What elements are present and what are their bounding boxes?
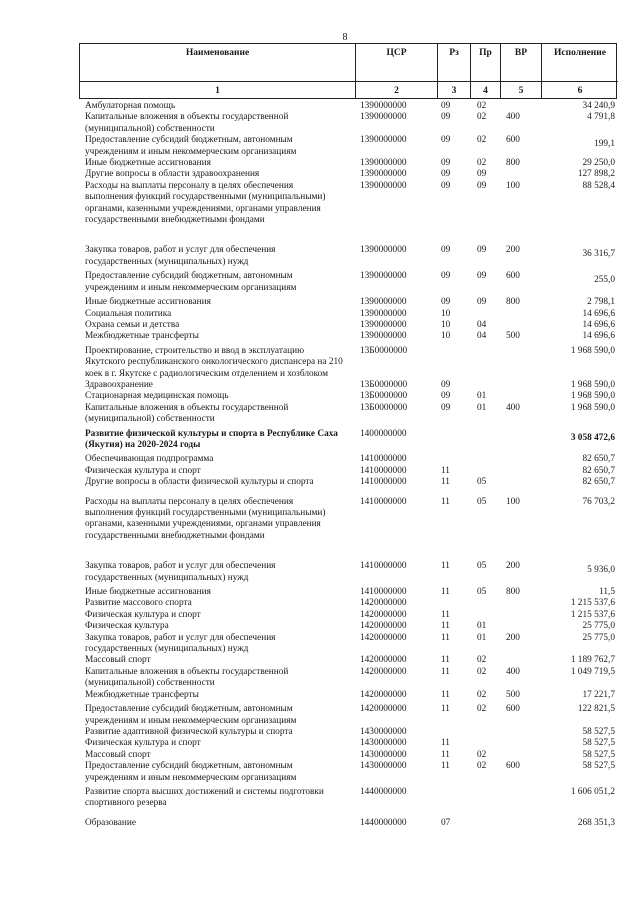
table-row	[85, 169, 615, 180]
header-num-5: 5	[518, 86, 524, 96]
row-pr: 05	[477, 587, 487, 598]
row-rz: 10	[441, 308, 451, 319]
row-rz: 09	[441, 135, 451, 146]
row-rz: 09	[441, 402, 451, 413]
row-pr: 01	[477, 402, 487, 413]
row-csr: 1410000000	[360, 561, 407, 572]
header-rz-cell	[437, 44, 470, 98]
table-row	[85, 750, 615, 761]
row-vr: 600	[506, 135, 520, 146]
row-csr: 1410000000	[360, 465, 407, 476]
row-value: 1 606 051,2	[570, 786, 615, 797]
row-csr: 1420000000	[360, 704, 407, 715]
header-num-1: 1	[215, 86, 220, 96]
row-name: Закупка товаров, работ и услуг для обеспечения государственных (муниципальных) нужд	[85, 245, 276, 267]
row-name: Межбюджетные трансферты	[85, 331, 199, 342]
row-value: 127 898,2	[577, 169, 615, 180]
row-rz: 09	[441, 101, 451, 111]
row-rz: 09	[441, 180, 451, 191]
row-vr: 800	[506, 158, 520, 169]
row-vr: 400	[506, 112, 520, 123]
row-csr: 13Б0000000	[360, 402, 408, 413]
header-pr-cell	[470, 44, 500, 98]
row-rz: 11	[441, 621, 450, 632]
row-pr: 02	[477, 689, 487, 700]
row-csr: 13Б0000000	[360, 391, 408, 402]
row-csr: 1420000000	[360, 609, 407, 620]
row-rz: 11	[441, 561, 450, 572]
row-value: 1 049 719,5	[570, 666, 615, 677]
row-value: 82 650,7	[582, 477, 615, 488]
row-vr: 500	[506, 689, 520, 700]
table-row	[85, 621, 615, 632]
page-number: 8	[342, 32, 348, 43]
table-row	[85, 738, 615, 749]
row-name: Предоставление субсидий бюджетным, автономным учреждениям и иным некоммерческим организациям	[85, 761, 297, 783]
row-csr: 13Б0000000	[360, 379, 408, 390]
table-row	[85, 690, 615, 701]
table-row	[85, 655, 615, 666]
table-body	[85, 101, 615, 829]
row-value: 1 215 537,6	[570, 609, 615, 620]
row-value: 36 316,7	[582, 249, 615, 260]
row-name: Физическая культура и спорт	[85, 738, 201, 749]
header-name: Наименование	[185, 48, 250, 58]
row-vr: 200	[506, 561, 520, 572]
header-csr-cell	[355, 44, 437, 98]
row-pr: 02	[477, 655, 487, 666]
header-exec: Исполнение	[554, 48, 606, 58]
row-name: Иные бюджетные ассигнования	[85, 158, 211, 169]
row-pr: 05	[477, 496, 487, 507]
row-value: 25 775,0	[582, 621, 615, 632]
row-pr: 01	[477, 391, 487, 402]
row-rz: 11	[441, 465, 450, 476]
row-value: 3 058 472,6	[570, 432, 615, 443]
row-csr: 1390000000	[360, 297, 407, 308]
table-row	[85, 309, 615, 320]
row-vr: 600	[506, 761, 520, 772]
row-rz: 11	[441, 749, 450, 760]
row-rz: 11	[441, 761, 450, 772]
row-vr: 600	[506, 704, 520, 715]
row-rz: 11	[441, 609, 450, 620]
row-pr: 09	[477, 180, 487, 191]
row-value: 58 527,5	[582, 726, 615, 737]
row-pr: 09	[477, 297, 487, 308]
row-rz: 11	[441, 655, 450, 666]
row-vr: 500	[506, 331, 520, 342]
row-rz: 11	[441, 689, 450, 700]
row-name: Развитие массового спорта	[85, 598, 192, 609]
table-row	[85, 380, 615, 391]
row-rz: 07	[441, 817, 451, 828]
table-row	[85, 403, 615, 426]
row-value: 1 968 590,0	[570, 391, 615, 402]
row-vr: 100	[506, 180, 520, 191]
row-value: 88 528,4	[582, 180, 615, 191]
row-rz: 09	[441, 158, 451, 169]
row-csr: 1390000000	[360, 169, 407, 180]
row-name: Капитальные вложения в объекты государственной (муниципальной) собственности	[85, 112, 289, 134]
row-name: Здравоохранение	[85, 379, 153, 390]
row-name: Массовый спорт	[85, 749, 151, 760]
row-name: Предоставление субсидий бюджетным, автономным учреждениям и иным некоммерческим организациям	[85, 135, 297, 157]
table-row	[85, 704, 615, 727]
row-name: Образование	[85, 817, 136, 828]
row-pr: 02	[477, 761, 487, 772]
table-row	[85, 466, 615, 477]
row-value: 58 527,5	[582, 749, 615, 760]
row-value: 5 936,0	[587, 565, 615, 576]
row-name: Социальная политика	[85, 308, 172, 319]
row-pr: 02	[477, 666, 487, 677]
row-value: 1 189 762,7	[570, 655, 615, 666]
row-csr: 1390000000	[360, 331, 407, 342]
table-header	[79, 43, 617, 99]
row-name: Физическая культура и спорт	[85, 609, 201, 620]
row-name: Массовый спорт	[85, 655, 151, 666]
row-rz: 11	[441, 704, 450, 715]
table-row	[85, 135, 615, 158]
table-row	[85, 561, 615, 584]
table-row	[85, 181, 615, 227]
table-row	[85, 667, 615, 690]
row-value: 82 650,7	[582, 454, 615, 465]
row-csr: 1390000000	[360, 135, 407, 146]
row-value: 17 221,7	[582, 689, 615, 700]
header-vr: ВР	[514, 48, 528, 58]
row-pr: 02	[477, 158, 487, 169]
row-value: 1 968 590,0	[570, 402, 615, 413]
row-name: Амбулаторная помощь	[85, 101, 176, 111]
row-name: Стационарная медицинская помощь	[85, 391, 229, 402]
row-csr: 1390000000	[360, 245, 407, 256]
row-value: 76 703,2	[582, 496, 615, 507]
header-num-4: 4	[483, 86, 488, 96]
table-row	[85, 245, 615, 268]
row-csr: 1390000000	[360, 271, 407, 282]
row-pr: 04	[477, 319, 487, 330]
row-name: Предоставление субсидий бюджетным, автономным учреждениям и иным некоммерческим организациям	[85, 704, 297, 726]
row-vr: 800	[506, 587, 520, 598]
row-name: Закупка товаров, работ и услуг для обеспечения государственных (муниципальных) нужд	[85, 632, 276, 655]
row-csr: 1420000000	[360, 689, 407, 700]
row-pr: 02	[477, 704, 487, 715]
table-row	[85, 158, 615, 169]
table-row	[85, 320, 615, 331]
row-name: Другие вопросы в области здравоохранения	[85, 169, 260, 180]
row-pr: 02	[477, 135, 487, 146]
row-pr: 01	[477, 621, 487, 632]
row-vr: 400	[506, 666, 520, 677]
row-value: 11,5	[599, 587, 615, 598]
table-row	[85, 271, 615, 294]
table-row	[85, 587, 615, 598]
row-name: Физическая культура и спорт	[85, 465, 201, 476]
row-csr: 1430000000	[360, 761, 407, 772]
header-num-2: 2	[394, 86, 399, 96]
row-value: 1 968 590,0	[570, 345, 615, 356]
row-value: 25 775,0	[582, 632, 615, 643]
row-rz: 09	[441, 271, 451, 282]
row-rz: 11	[441, 738, 450, 749]
row-csr: 1440000000	[360, 786, 407, 797]
header-num-6: 6	[577, 86, 583, 96]
header-pr: Пр	[479, 48, 492, 58]
table-row	[85, 787, 615, 810]
header-rz: Рз	[449, 48, 459, 58]
row-rz: 10	[441, 331, 451, 342]
row-rz: 09	[441, 297, 451, 308]
row-value: 29 250,0	[582, 158, 615, 169]
row-rz: 09	[441, 245, 451, 256]
row-name: Иные бюджетные ассигнования	[85, 297, 211, 308]
row-name: Межбюджетные трансферты	[85, 689, 199, 700]
row-pr: 05	[477, 477, 487, 488]
row-name: Иные бюджетные ассигнования	[85, 587, 211, 598]
table-row	[85, 331, 615, 342]
row-name: Другие вопросы в области физической культуры и спорта	[85, 477, 314, 488]
row-rz: 09	[441, 112, 451, 123]
row-csr: 1410000000	[360, 587, 407, 598]
row-value: 1 968 590,0	[570, 379, 615, 390]
header-csr: ЦСР	[386, 48, 407, 58]
table-row	[85, 610, 615, 621]
row-value: 255,0	[594, 275, 615, 286]
table-row	[85, 727, 615, 738]
row-value: 2 798,1	[587, 297, 615, 308]
row-value: 199,1	[594, 139, 615, 150]
row-rz: 11	[441, 587, 450, 598]
row-value: 58 527,5	[582, 761, 615, 772]
row-vr: 400	[506, 402, 520, 413]
row-csr: 1410000000	[360, 477, 407, 488]
row-rz: 11	[441, 496, 450, 507]
row-rz: 11	[441, 666, 450, 677]
row-csr: 1420000000	[360, 598, 407, 609]
row-name: Проектирование, строительство и ввод в эксплуатацию Якутского республиканского онкологического диспансера на 210 коек в г. Якутске с радиологическим отделением и хозблоком	[85, 345, 343, 379]
table-row	[85, 112, 615, 135]
row-csr: 1430000000	[360, 738, 407, 749]
row-csr: 1420000000	[360, 621, 407, 632]
row-pr: 05	[477, 561, 487, 572]
row-csr: 1390000000	[360, 112, 407, 123]
row-vr: 200	[506, 632, 520, 643]
row-rz: 11	[441, 632, 450, 643]
row-value: 14 696,6	[582, 331, 615, 342]
row-value: 14 696,6	[582, 319, 615, 330]
table-row	[85, 429, 615, 452]
row-csr: 1390000000	[360, 101, 407, 111]
row-pr: 02	[477, 112, 487, 123]
row-csr: 1430000000	[360, 749, 407, 760]
row-value: 4 791,8	[587, 112, 615, 123]
row-vr: 800	[506, 297, 520, 308]
row-csr: 13Б0000000	[360, 345, 408, 356]
row-value: 122 821,5	[577, 704, 615, 715]
header-num-3: 3	[451, 86, 457, 96]
row-name: Капитальные вложения в объекты государственной (муниципальной) собственности	[85, 402, 289, 425]
row-name: Развитие спорта высших достижений и системы подготовки спортивного резерва	[85, 786, 324, 809]
row-pr: 09	[477, 245, 487, 256]
row-csr: 1390000000	[360, 319, 407, 330]
table-row	[85, 818, 615, 829]
row-value: 1 215 537,6	[570, 598, 615, 609]
row-value: 34 240,9	[582, 101, 615, 111]
row-name: Капитальные вложения в объекты государственной (муниципальной) собственности	[85, 666, 289, 689]
header-name-cell	[80, 44, 355, 98]
table-row	[85, 598, 615, 609]
row-csr: 1430000000	[360, 726, 407, 737]
row-csr: 1420000000	[360, 666, 407, 677]
row-pr: 01	[477, 632, 487, 643]
table-row	[85, 101, 615, 112]
row-pr: 02	[477, 101, 487, 111]
row-csr: 1420000000	[360, 632, 407, 643]
table-row	[85, 391, 615, 402]
row-csr: 1390000000	[360, 158, 407, 169]
row-rz: 10	[441, 319, 451, 330]
row-rz: 11	[441, 477, 450, 488]
header-vr-cell	[500, 44, 541, 98]
row-csr: 1420000000	[360, 655, 407, 666]
header-exec-cell	[541, 44, 618, 98]
row-name: Обеспечивающая подпрограмма	[85, 454, 214, 465]
row-name: Расходы на выплаты персоналу в целях обеспечения выполнения функций государственными (муниципальными) органами, казенными учреждениями, органами управления государственными внебюджетными фондами	[85, 180, 326, 226]
row-pr: 09	[477, 271, 487, 282]
row-value: 82 650,7	[582, 465, 615, 476]
row-vr: 100	[506, 496, 520, 507]
row-value: 268 351,3	[577, 817, 615, 828]
table-row	[85, 297, 615, 308]
row-name: Развитие адаптивной физической культуры и спорта	[85, 726, 293, 737]
row-name: Развитие физической культуры и спорта в Республике Саха (Якутия) на 2020-2024 годы	[85, 428, 338, 450]
row-csr: 1410000000	[360, 496, 407, 507]
row-pr: 02	[477, 749, 487, 760]
row-pr: 04	[477, 331, 487, 342]
table-row	[85, 761, 615, 784]
table-row	[85, 477, 615, 488]
row-vr: 600	[506, 271, 520, 282]
row-name: Расходы на выплаты персоналу в целях обеспечения выполнения функций государственными (муниципальными) органами, казенными учреждениями, органами управления государственными внебюджетными фондами	[85, 496, 326, 541]
table-row	[85, 454, 615, 465]
row-name: Физическая культура	[85, 621, 169, 632]
row-csr: 1410000000	[360, 454, 407, 465]
row-value: 14 696,6	[582, 308, 615, 319]
row-name: Закупка товаров, работ и услуг для обеспечения государственных (муниципальных) нужд	[85, 561, 276, 583]
row-rz: 09	[441, 379, 451, 390]
row-value: 58 527,5	[582, 738, 615, 749]
row-rz: 09	[441, 391, 451, 402]
row-csr: 1400000000	[360, 428, 407, 439]
row-name: Предоставление субсидий бюджетным, автономным учреждениям и иным некоммерческим организациям	[85, 271, 297, 293]
row-pr: 09	[477, 169, 487, 180]
row-vr: 200	[506, 245, 520, 256]
row-rz: 09	[441, 169, 451, 180]
table-row	[85, 497, 615, 543]
table-row	[85, 633, 615, 656]
row-csr: 1390000000	[360, 308, 407, 319]
row-name: Охрана семьи и детства	[85, 319, 180, 330]
table-row	[85, 346, 615, 380]
row-csr: 1390000000	[360, 180, 407, 191]
row-csr: 1440000000	[360, 817, 407, 828]
